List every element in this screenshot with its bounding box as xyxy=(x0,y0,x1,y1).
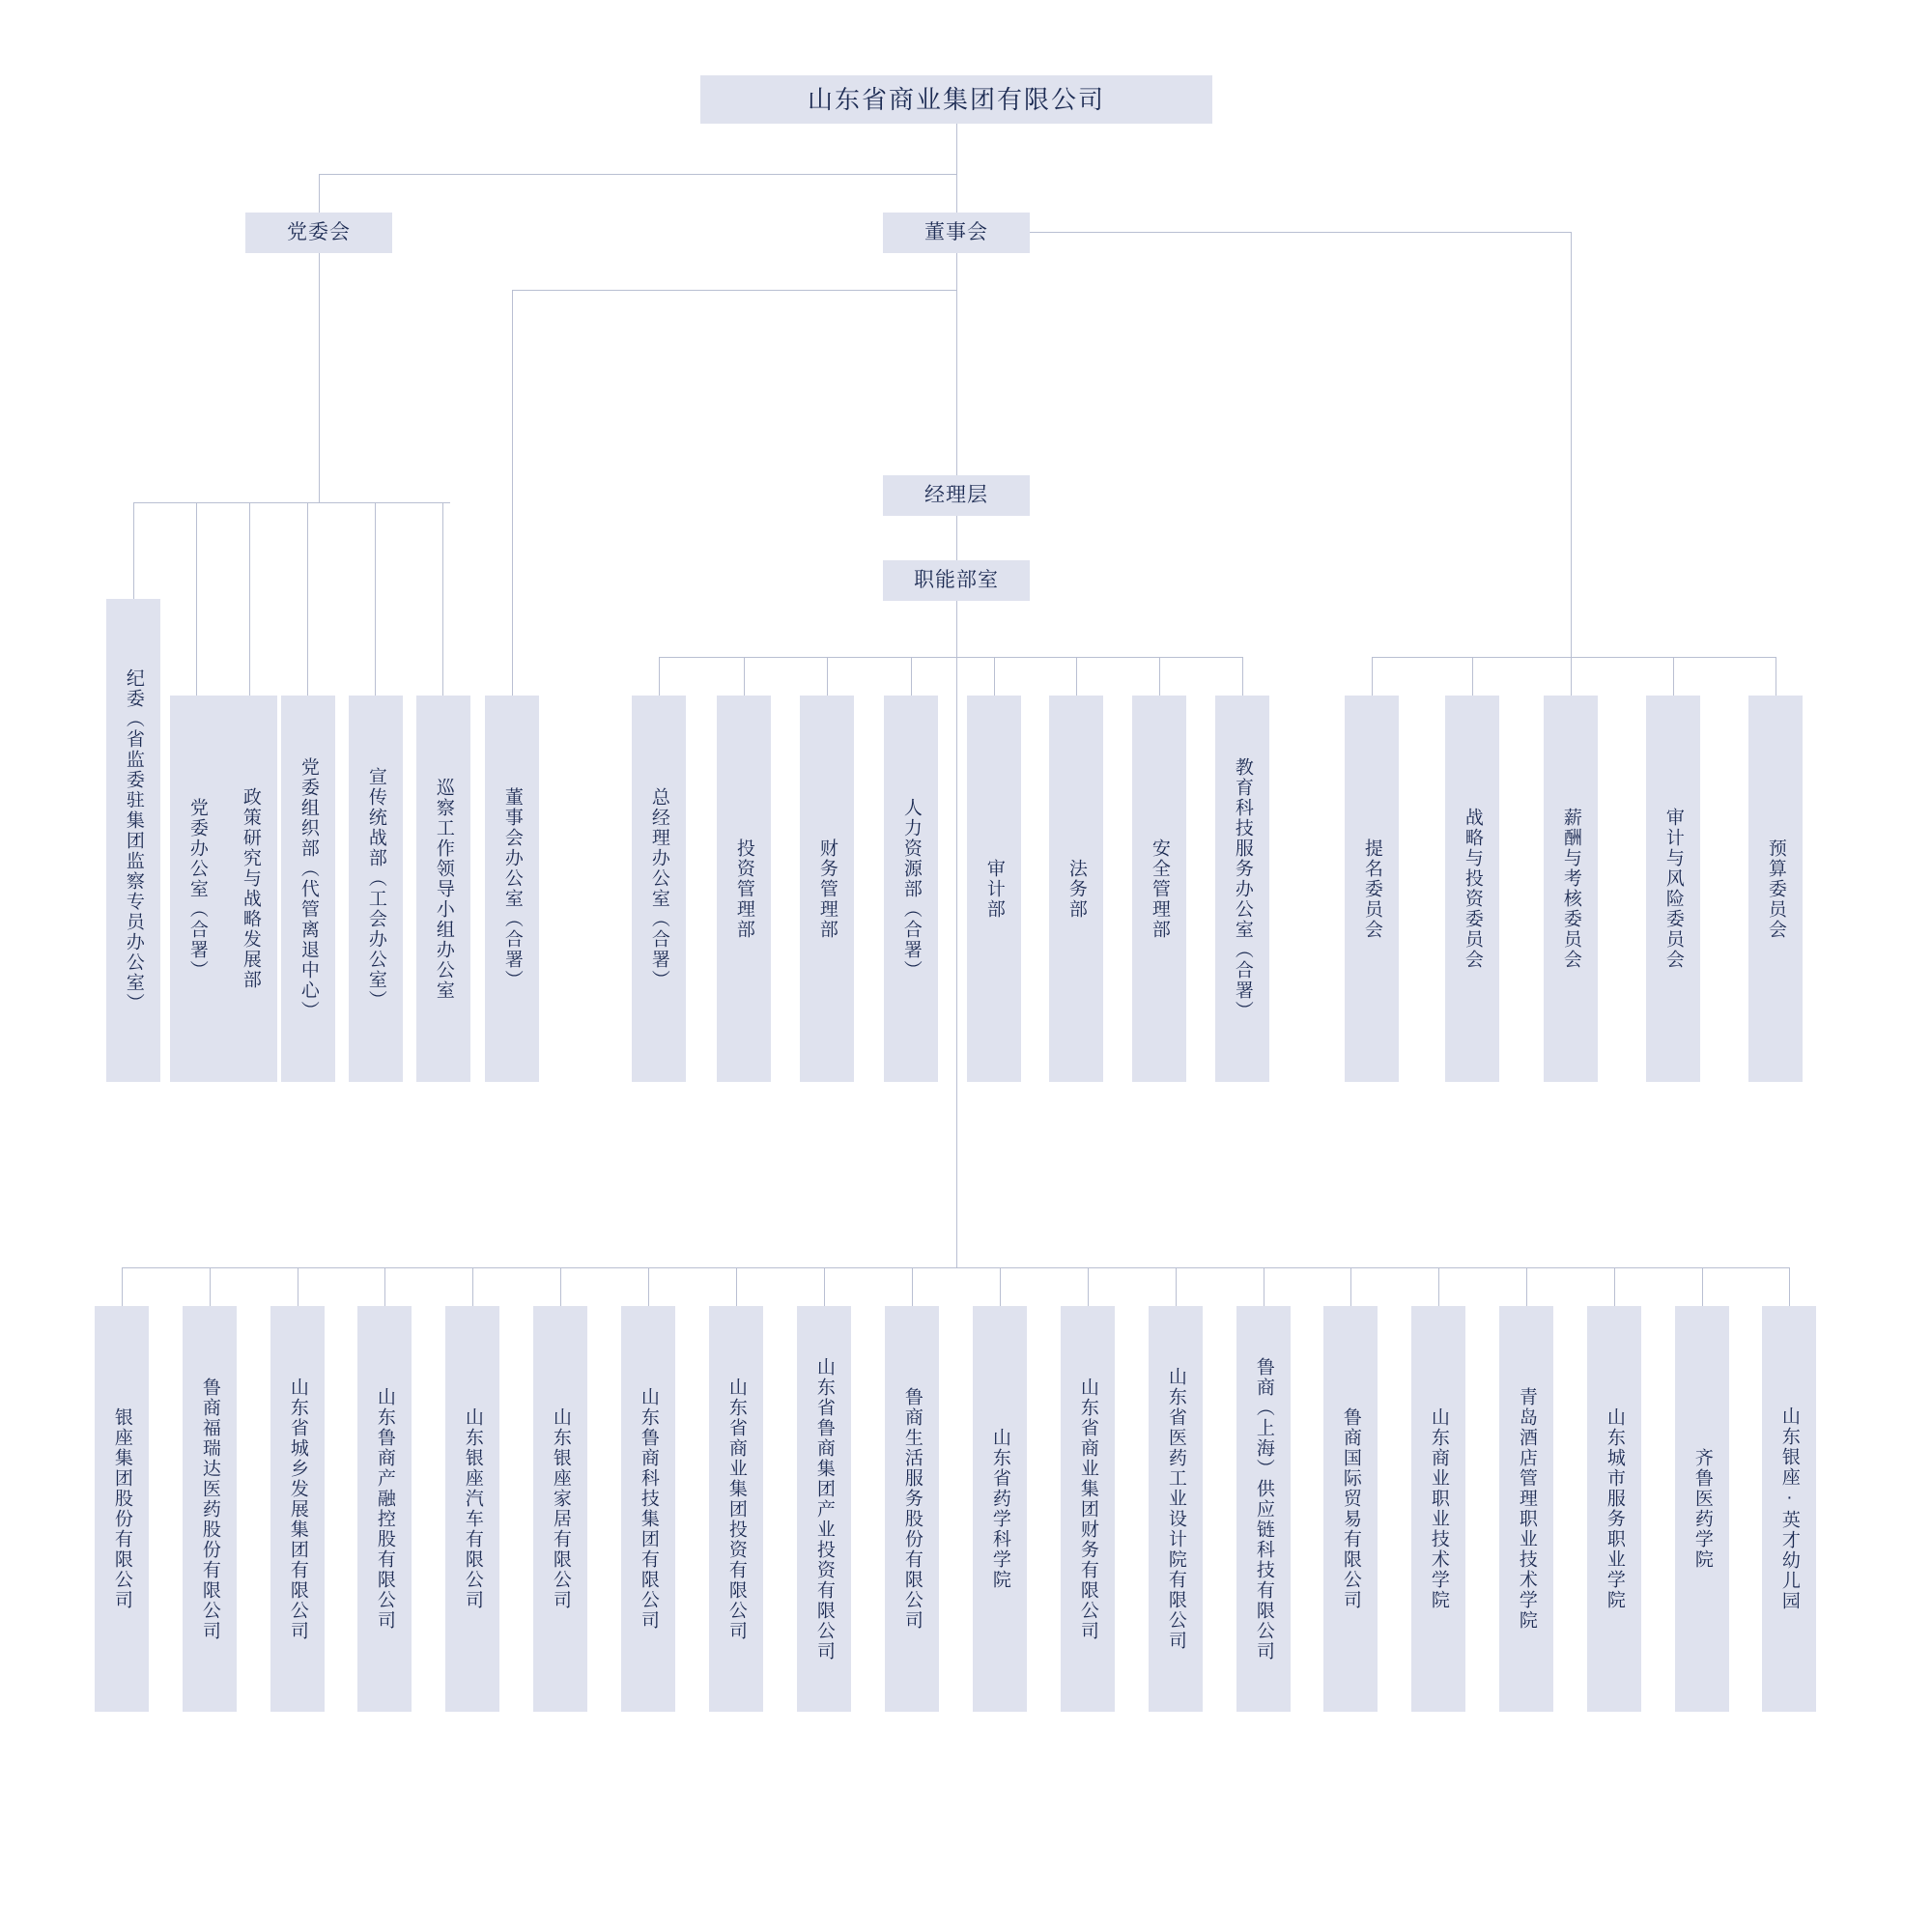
committee-budget: 预算委员会 xyxy=(1748,696,1803,1082)
subsidiary-node: 山东省城乡发展集团有限公司 xyxy=(270,1306,325,1712)
connector xyxy=(210,1267,211,1306)
connector xyxy=(994,657,995,696)
dept-financial-management: 财务管理部 xyxy=(800,696,854,1082)
connector xyxy=(1702,1267,1703,1306)
subsidiary-node: 鲁商生活服务股份有限公司 xyxy=(885,1306,939,1712)
connector xyxy=(196,502,197,696)
connector xyxy=(912,1267,913,1306)
subsidiary-node: 鲁商（上海）供应链科技有限公司 xyxy=(1236,1306,1291,1712)
connector xyxy=(133,502,450,503)
connector xyxy=(249,502,250,696)
connector xyxy=(1030,232,1571,233)
connector xyxy=(659,657,1242,658)
dept-propaganda-united-front: 宣传统战部（工会办公室） xyxy=(349,696,403,1082)
connector xyxy=(1571,232,1572,657)
connector xyxy=(1372,657,1776,658)
connector xyxy=(319,253,320,502)
connector xyxy=(133,502,134,599)
connector xyxy=(956,253,957,475)
connector xyxy=(319,174,320,213)
connector xyxy=(1526,1267,1527,1306)
dept-party-organization: 党委组织部（代管离退中心） xyxy=(281,696,335,1082)
committee-nomination: 提名委员会 xyxy=(1345,696,1399,1082)
connector xyxy=(319,174,956,175)
subsidiary-node: 银座集团股份有限公司 xyxy=(95,1306,149,1712)
committee-audit-risk: 审计与风险委员会 xyxy=(1646,696,1700,1082)
connector xyxy=(375,502,376,696)
dept-investment-management: 投资管理部 xyxy=(717,696,771,1082)
connector xyxy=(956,601,957,1267)
dept-discipline-inspection: 纪委（省监委驻集团监察专员办公室） xyxy=(106,599,160,1082)
dept-board-office: 董事会办公室（合署） xyxy=(485,696,539,1082)
subsidiary-node: 山东省药学科学院 xyxy=(973,1306,1027,1712)
committee-strategy-investment: 战略与投资委员会 xyxy=(1445,696,1499,1082)
dept-policy-research: 政策研究与战略发展部 xyxy=(223,696,277,1082)
connector xyxy=(122,1267,1789,1268)
connector xyxy=(744,657,745,696)
connector xyxy=(1614,1267,1615,1306)
node-management-level: 经理层 xyxy=(883,475,1030,516)
connector xyxy=(956,174,957,213)
connector xyxy=(1372,657,1373,696)
dept-general-manager-office: 总经理办公室（合署） xyxy=(632,696,686,1082)
subsidiary-node: 齐鲁医药学院 xyxy=(1675,1306,1729,1712)
connector xyxy=(442,502,443,696)
connector xyxy=(512,290,513,696)
connector xyxy=(824,1267,825,1306)
subsidiary-node: 山东银座·英才幼儿园 xyxy=(1762,1306,1816,1712)
dept-audit: 审计部 xyxy=(967,696,1021,1082)
connector xyxy=(1088,1267,1089,1306)
connector xyxy=(560,1267,561,1306)
connector xyxy=(956,516,957,560)
connector xyxy=(307,502,308,696)
subsidiary-node: 山东银座家居有限公司 xyxy=(533,1306,587,1712)
committee-remuneration-appraisal: 薪酬与考核委员会 xyxy=(1544,696,1598,1082)
node-board: 董事会 xyxy=(883,213,1030,253)
connector xyxy=(1242,657,1243,696)
subsidiary-node: 山东鲁商产融控股有限公司 xyxy=(357,1306,412,1712)
connector xyxy=(512,290,956,291)
connector xyxy=(1472,657,1473,696)
connector xyxy=(122,1267,123,1306)
subsidiary-node: 鲁商国际贸易有限公司 xyxy=(1323,1306,1378,1712)
connector xyxy=(736,1267,737,1306)
subsidiary-node: 山东鲁商科技集团有限公司 xyxy=(621,1306,675,1712)
dept-education-tech-service-office: 教育科技服务办公室（合署） xyxy=(1215,696,1269,1082)
subsidiary-node: 青岛酒店管理职业技术学院 xyxy=(1499,1306,1553,1712)
connector xyxy=(911,657,912,696)
subsidiary-node: 山东省鲁商集团产业投资有限公司 xyxy=(797,1306,851,1712)
dept-party-office: 党委办公室（合署） xyxy=(170,696,224,1082)
subsidiary-node: 山东省医药工业设计院有限公司 xyxy=(1149,1306,1203,1712)
connector xyxy=(1673,657,1674,696)
subsidiary-node: 山东省商业集团投资有限公司 xyxy=(709,1306,763,1712)
dept-legal: 法务部 xyxy=(1049,696,1103,1082)
connector xyxy=(1789,1267,1790,1306)
node-party-committee: 党委会 xyxy=(245,213,392,253)
connector xyxy=(1438,1267,1439,1306)
connector xyxy=(659,657,660,696)
connector xyxy=(827,657,828,696)
root-node: 山东省商业集团有限公司 xyxy=(700,75,1212,124)
dept-safety-management: 安全管理部 xyxy=(1132,696,1186,1082)
subsidiary-node: 山东银座汽车有限公司 xyxy=(445,1306,499,1712)
connector xyxy=(472,1267,473,1306)
connector xyxy=(1000,1267,1001,1306)
dept-inspection-leading-group-office: 巡察工作领导小组办公室 xyxy=(416,696,470,1082)
connector xyxy=(648,1267,649,1306)
connector xyxy=(1076,657,1077,696)
connector xyxy=(384,1267,385,1306)
subsidiary-node: 山东商业职业技术学院 xyxy=(1411,1306,1465,1712)
connector xyxy=(1176,1267,1177,1306)
subsidiary-node: 鲁商福瑞达医药股份有限公司 xyxy=(183,1306,237,1712)
dept-human-resources: 人力资源部（合署） xyxy=(884,696,938,1082)
connector xyxy=(1159,657,1160,696)
connector xyxy=(956,124,957,174)
connector xyxy=(1350,1267,1351,1306)
connector xyxy=(1571,657,1572,696)
subsidiary-node: 山东城市服务职业学院 xyxy=(1587,1306,1641,1712)
subsidiary-node: 山东省商业集团财务有限公司 xyxy=(1061,1306,1115,1712)
node-functional-depts: 职能部室 xyxy=(883,560,1030,601)
